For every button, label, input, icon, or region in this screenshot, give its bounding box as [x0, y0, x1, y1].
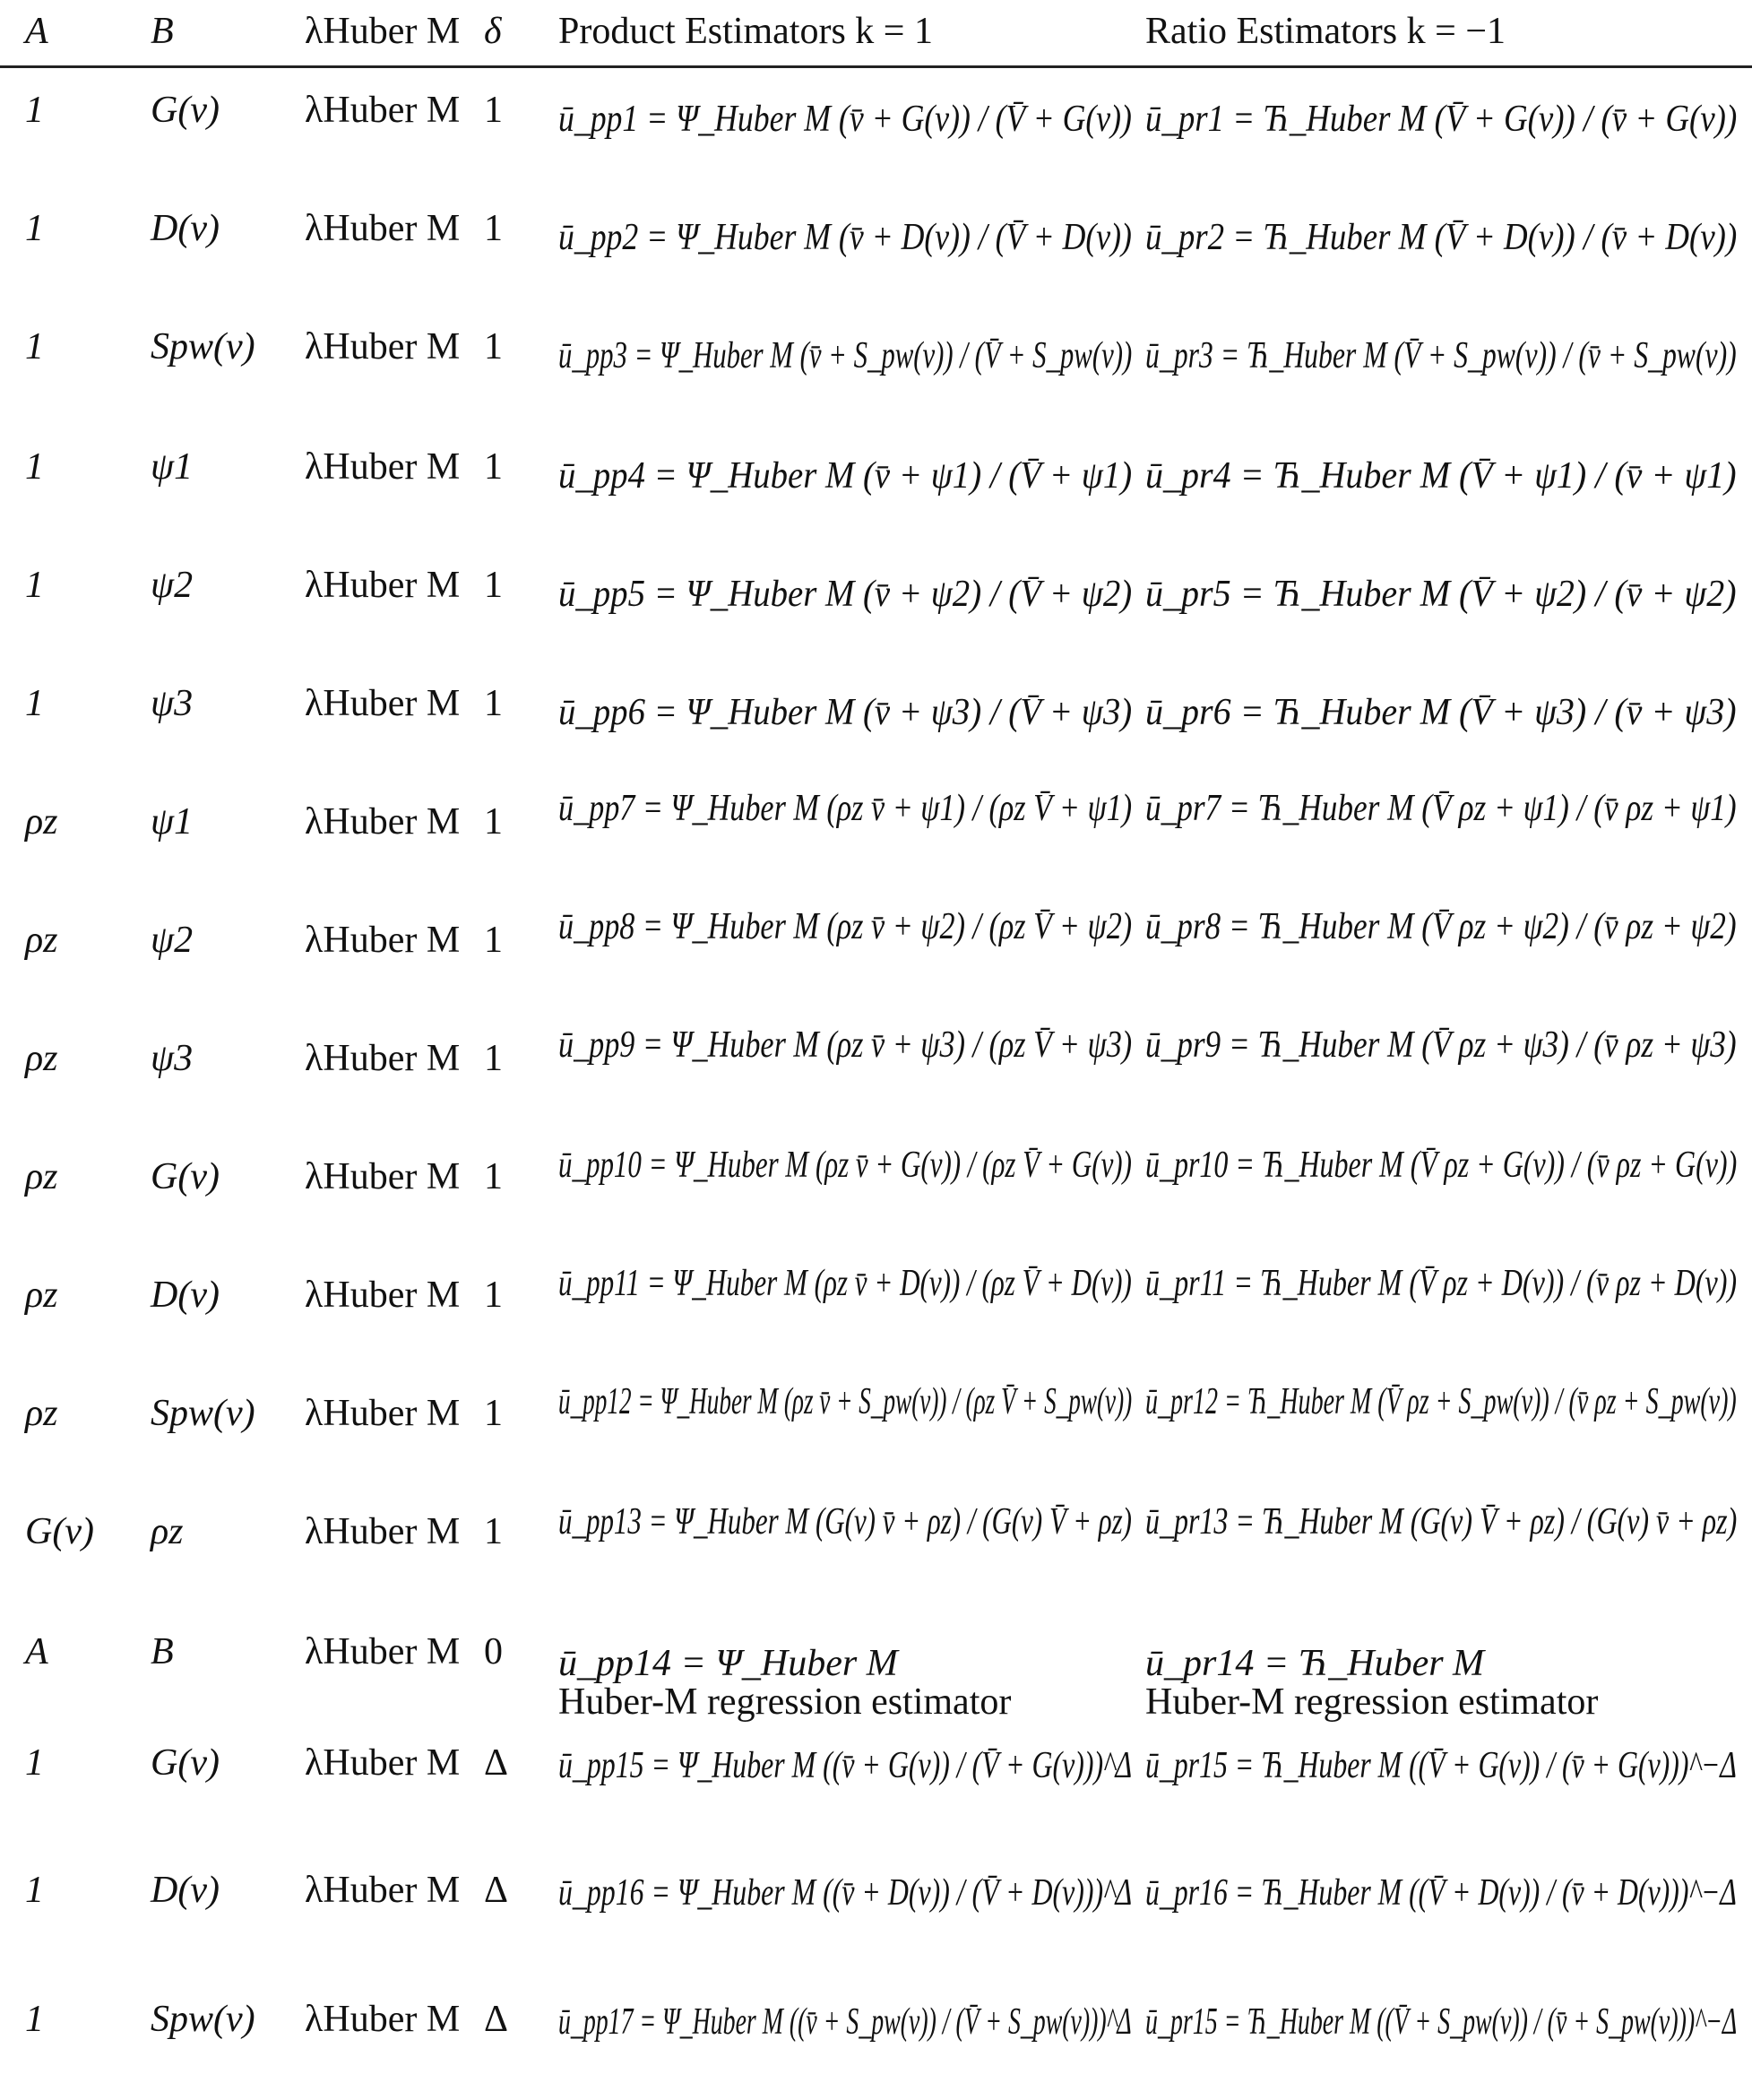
product-estimator: ū_pp12 = Ψ_Huber M (ρz v̄ + S_pw(v)) / (ρz V̄ + S_pw(v)) [558, 1381, 1133, 1422]
product-estimator: ū_pp2 = Ψ_Huber M (v̄ + D(v)) / (V̄ + D(v)) [558, 217, 1132, 258]
cell-delta: 1 [484, 1275, 503, 1316]
cell-b: ψ2 [151, 920, 194, 961]
cell-b: D(v) [151, 1275, 220, 1316]
ratio-estimator: ū_pr16 = Ћ_Huber M ((V̄ + D(v)) / (v̄ + D(v)))^−Δ [1145, 1872, 1737, 1914]
ratio-estimator: ū_pr5 = Ћ_Huber M (V̄ + ψ2) / (v̄ + ψ2) [1145, 574, 1737, 615]
cell-delta: 1 [484, 1038, 503, 1079]
header-delta: δ [484, 11, 502, 52]
ratio-estimator: ū_pr14 = Ћ_Huber M [1145, 1643, 1485, 1684]
cell-delta: Δ [484, 1999, 509, 2040]
cell-a: G(v) [25, 1511, 94, 1552]
cell-b: ψ1 [151, 446, 194, 488]
cell-b: D(v) [151, 208, 220, 249]
cell-a: ρz [25, 920, 58, 961]
cell-b: ρz [151, 1511, 184, 1552]
header-a: A [25, 11, 48, 52]
header-rule [0, 65, 1752, 68]
cell-lambda: λHuber M [305, 446, 461, 488]
cell-lambda: λHuber M [305, 801, 461, 843]
cell-b: ψ1 [151, 801, 194, 843]
ratio-estimator: ū_pr1 = Ћ_Huber M (V̄ + G(v)) / (v̄ + G(v)) [1145, 99, 1738, 140]
cell-delta: 1 [484, 446, 503, 488]
product-estimator: ū_pp17 = Ψ_Huber M ((v̄ + S_pw(v)) / (V̄ + S_pw(v)))^Δ [558, 2001, 1132, 2043]
cell-delta: 1 [484, 801, 503, 843]
ratio-estimator: ū_pr15 = Ћ_Huber M ((V̄ + S_pw(v)) / (v̄ + S_pw(v)))^−Δ [1145, 2001, 1738, 2043]
cell-delta: 1 [484, 565, 503, 606]
cell-lambda: λHuber M [305, 208, 461, 249]
ratio-estimator: ū_pr10 = Ћ_Huber M (V̄ ρz + G(v)) / (v̄ ρz + G(v)) [1145, 1145, 1738, 1186]
product-estimator: ū_pp13 = Ψ_Huber M (G(v) v̄ + ρz) / (G(v) V̄ + ρz) [558, 1501, 1132, 1543]
product-estimator: ū_pp9 = Ψ_Huber M (ρz v̄ + ψ3) / (ρz V̄ + ψ3) [558, 1024, 1133, 1066]
cell-a: 1 [25, 90, 44, 131]
cell-a: 1 [25, 565, 44, 606]
cell-lambda: λHuber M [305, 683, 461, 724]
ratio-estimator: ū_pr9 = Ћ_Huber M (V̄ ρz + ψ3) / (v̄ ρz + ψ3) [1145, 1024, 1737, 1066]
product-estimator: ū_pp11 = Ψ_Huber M (ρz v̄ + D(v)) / (ρz V̄ + D(v)) [558, 1263, 1132, 1304]
cell-lambda: λHuber M [305, 90, 461, 131]
product-estimator: ū_pp8 = Ψ_Huber M (ρz v̄ + ψ2) / (ρz V̄ + ψ2) [558, 906, 1133, 947]
cell-delta: 1 [484, 90, 503, 131]
header-b: B [151, 11, 174, 52]
cell-lambda: λHuber M [305, 1156, 461, 1197]
cell-a: 1 [25, 1999, 44, 2040]
cell-b: ψ2 [151, 565, 194, 606]
cell-b: G(v) [151, 90, 220, 131]
cell-lambda: λHuber M [305, 1511, 461, 1552]
ratio-estimator: ū_pr15 = Ћ_Huber M ((V̄ + G(v)) / (v̄ + G(v)))^−Δ [1145, 1745, 1737, 1786]
product-estimator: ū_pp4 = Ψ_Huber M (v̄ + ψ1) / (V̄ + ψ1) [558, 455, 1133, 497]
product-estimator: ū_pp5 = Ψ_Huber M (v̄ + ψ2) / (V̄ + ψ2) [558, 574, 1133, 615]
ratio-note: Huber-M regression estimator [1145, 1681, 1599, 1723]
cell-delta: Δ [484, 1742, 509, 1784]
cell-lambda: λHuber M [305, 1275, 461, 1316]
cell-delta: 1 [484, 326, 503, 367]
cell-b: Spw(v) [151, 1999, 255, 2040]
cell-lambda: λHuber M [305, 1631, 461, 1672]
cell-a: ρz [25, 1156, 58, 1197]
cell-a: ρz [25, 1038, 58, 1079]
cell-lambda: λHuber M [305, 1038, 461, 1079]
product-estimator: ū_pp10 = Ψ_Huber M (ρz v̄ + G(v)) / (ρz V̄ + G(v)) [558, 1145, 1132, 1186]
cell-a: ρz [25, 801, 58, 843]
product-estimator: ū_pp7 = Ψ_Huber M (ρz v̄ + ψ1) / (ρz V̄ + ψ1) [558, 788, 1133, 829]
ratio-estimator: ū_pr2 = Ћ_Huber M (V̄ + D(v)) / (v̄ + D(v)) [1145, 217, 1738, 258]
ratio-estimator: ū_pr6 = Ћ_Huber M (V̄ + ψ3) / (v̄ + ψ3) [1145, 692, 1737, 733]
ratio-estimator: ū_pr7 = Ћ_Huber M (V̄ ρz + ψ1) / (v̄ ρz + ψ1) [1145, 788, 1737, 829]
cell-a: 1 [25, 326, 44, 367]
cell-a: 1 [25, 446, 44, 488]
cell-delta: 1 [484, 920, 503, 961]
cell-a: ρz [25, 1393, 58, 1434]
product-estimator: ū_pp14 = Ψ_Huber M [558, 1643, 898, 1684]
cell-delta: 1 [484, 208, 503, 249]
product-estimator: ū_pp15 = Ψ_Huber M ((v̄ + G(v)) / (V̄ + G(v)))^Δ [558, 1745, 1133, 1786]
ratio-estimator: ū_pr3 = Ћ_Huber M (V̄ + S_pw(v)) / (v̄ + S_pw(v)) [1145, 335, 1737, 376]
cell-delta: 1 [484, 1156, 503, 1197]
header-lambda: λHuber M [305, 11, 461, 52]
cell-b: Spw(v) [151, 1393, 255, 1434]
cell-b: ψ3 [151, 683, 194, 724]
cell-a: 1 [25, 1742, 44, 1784]
product-note: Huber-M regression estimator [558, 1681, 1012, 1723]
cell-b: D(v) [151, 1870, 220, 1911]
header-product: Product Estimators k = 1 [558, 11, 933, 52]
product-estimator: ū_pp3 = Ψ_Huber M (v̄ + S_pw(v)) / (V̄ + S_pw(v)) [558, 335, 1133, 376]
cell-lambda: λHuber M [305, 1742, 461, 1784]
cell-lambda: λHuber M [305, 1999, 461, 2040]
cell-a: 1 [25, 208, 44, 249]
cell-delta: 1 [484, 1393, 503, 1434]
cell-a: 1 [25, 683, 44, 724]
cell-b: ψ3 [151, 1038, 194, 1079]
cell-delta: Δ [484, 1870, 509, 1911]
cell-b: Spw(v) [151, 326, 255, 367]
header-ratio: Ratio Estimators k = −1 [1145, 11, 1506, 52]
product-estimator: ū_pp6 = Ψ_Huber M (v̄ + ψ3) / (V̄ + ψ3) [558, 692, 1133, 733]
cell-delta: 0 [484, 1631, 503, 1672]
cell-b: G(v) [151, 1742, 220, 1784]
cell-delta: 1 [484, 1511, 503, 1552]
ratio-estimator: ū_pr8 = Ћ_Huber M (V̄ ρz + ψ2) / (v̄ ρz + ψ2) [1145, 906, 1737, 947]
ratio-estimator: ū_pr11 = Ћ_Huber M (V̄ ρz + D(v)) / (v̄ ρz + D(v)) [1145, 1263, 1738, 1304]
cell-lambda: λHuber M [305, 920, 461, 961]
cell-lambda: λHuber M [305, 326, 461, 367]
ratio-estimator: ū_pr13 = Ћ_Huber M (G(v) V̄ + ρz) / (G(v) v̄ + ρz) [1145, 1501, 1738, 1543]
cell-a: 1 [25, 1870, 44, 1911]
product-estimator: ū_pp1 = Ψ_Huber M (v̄ + G(v)) / (V̄ + G(v)) [558, 99, 1132, 140]
cell-lambda: λHuber M [305, 1870, 461, 1911]
cell-lambda: λHuber M [305, 1393, 461, 1434]
cell-b: B [151, 1631, 174, 1672]
product-estimator: ū_pp16 = Ψ_Huber M ((v̄ + D(v)) / (V̄ + D(v)))^Δ [558, 1872, 1133, 1914]
ratio-estimator: ū_pr4 = Ћ_Huber M (V̄ + ψ1) / (v̄ + ψ1) [1145, 455, 1737, 497]
cell-delta: 1 [484, 683, 503, 724]
cell-b: G(v) [151, 1156, 220, 1197]
cell-a: A [25, 1631, 48, 1672]
cell-lambda: λHuber M [305, 565, 461, 606]
cell-a: ρz [25, 1275, 58, 1316]
ratio-estimator: ū_pr12 = Ћ_Huber M (V̄ ρz + S_pw(v)) / (v̄ ρz + S_pw(v)) [1145, 1381, 1737, 1422]
